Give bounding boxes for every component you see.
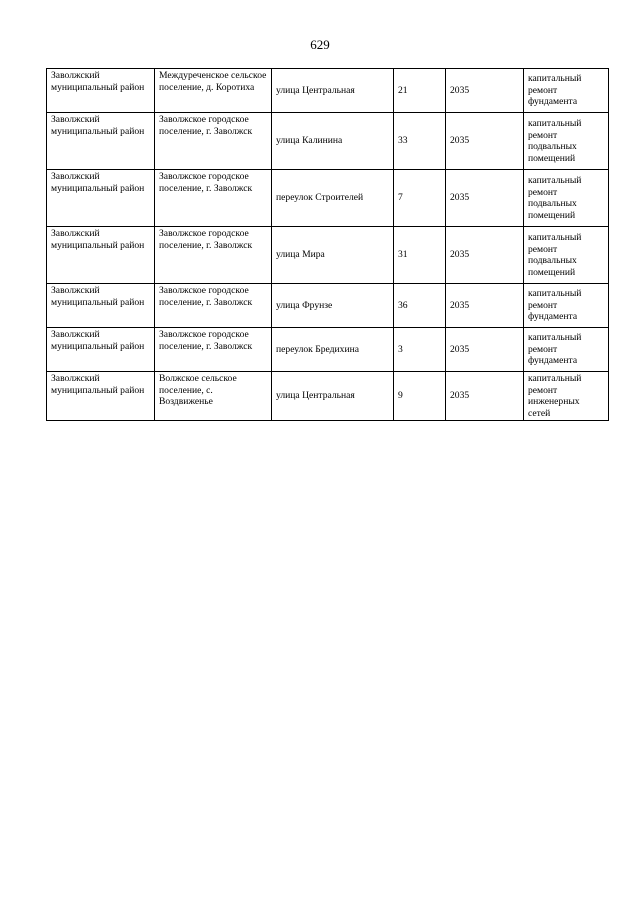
settlement-cell: Заволжское городское поселение, г. Заволжск bbox=[155, 113, 272, 170]
work-cell: капитальный ремонт фундамента bbox=[524, 328, 609, 372]
district-cell: Заволжский муниципальный район bbox=[47, 372, 155, 421]
street-cell: улица Центральная bbox=[272, 372, 394, 421]
street-cell: улица Центральная bbox=[272, 69, 394, 113]
street-cell: переулок Бредихина bbox=[272, 328, 394, 372]
year-cell: 2035 bbox=[446, 170, 524, 227]
district-cell: Заволжский муниципальный район bbox=[47, 170, 155, 227]
table-row bbox=[47, 372, 609, 421]
house-cell: 9 bbox=[394, 372, 446, 421]
year-cell: 2035 bbox=[446, 113, 524, 170]
work-cell: капитальный ремонт подвальных помещений bbox=[524, 113, 609, 170]
table-row bbox=[47, 328, 609, 372]
year-cell: 2035 bbox=[446, 284, 524, 328]
house-cell: 31 bbox=[394, 227, 446, 284]
work-cell: капитальный ремонт подвальных помещений bbox=[524, 170, 609, 227]
table-row bbox=[47, 170, 609, 227]
house-cell: 33 bbox=[394, 113, 446, 170]
house-cell: 7 bbox=[394, 170, 446, 227]
year-cell: 2035 bbox=[446, 372, 524, 421]
repair-schedule-table bbox=[46, 68, 609, 421]
district-cell: Заволжский муниципальный район bbox=[47, 227, 155, 284]
page-number: 629 bbox=[310, 37, 330, 52]
street-cell: улица Мира bbox=[272, 227, 394, 284]
table-row bbox=[47, 69, 609, 113]
district-cell: Заволжский муниципальный район bbox=[47, 328, 155, 372]
district-cell: Заволжский муниципальный район bbox=[47, 69, 155, 113]
settlement-cell: Междуреченское сельское поселение, д. Коротиха bbox=[155, 69, 272, 113]
work-cell: капитальный ремонт фундамента bbox=[524, 284, 609, 328]
work-cell: капитальный ремонт фундамента bbox=[524, 69, 609, 113]
street-cell: улица Калинина bbox=[272, 113, 394, 170]
settlement-cell: Заволжское городское поселение, г. Заволжск bbox=[155, 284, 272, 328]
year-cell: 2035 bbox=[446, 227, 524, 284]
house-cell: 3 bbox=[394, 328, 446, 372]
work-cell: капитальный ремонт инженерных сетей bbox=[524, 372, 609, 421]
settlement-cell: Заволжское городское поселение, г. Заволжск bbox=[155, 227, 272, 284]
work-cell: капитальный ремонт подвальных помещений bbox=[524, 227, 609, 284]
district-cell: Заволжский муниципальный район bbox=[47, 284, 155, 328]
settlement-cell: Заволжское городское поселение, г. Заволжск bbox=[155, 328, 272, 372]
district-cell: Заволжский муниципальный район bbox=[47, 113, 155, 170]
street-cell: переулок Строителей bbox=[272, 170, 394, 227]
table-row bbox=[47, 227, 609, 284]
year-cell: 2035 bbox=[446, 328, 524, 372]
table-row bbox=[47, 113, 609, 170]
house-cell: 21 bbox=[394, 69, 446, 113]
street-cell: улица Фрунзе bbox=[272, 284, 394, 328]
table-row bbox=[47, 284, 609, 328]
settlement-cell: Заволжское городское поселение, г. Заволжск bbox=[155, 170, 272, 227]
house-cell: 36 bbox=[394, 284, 446, 328]
settlement-cell: Волжское сельское поселение, с. Воздвиженье bbox=[155, 372, 272, 421]
year-cell: 2035 bbox=[446, 69, 524, 113]
